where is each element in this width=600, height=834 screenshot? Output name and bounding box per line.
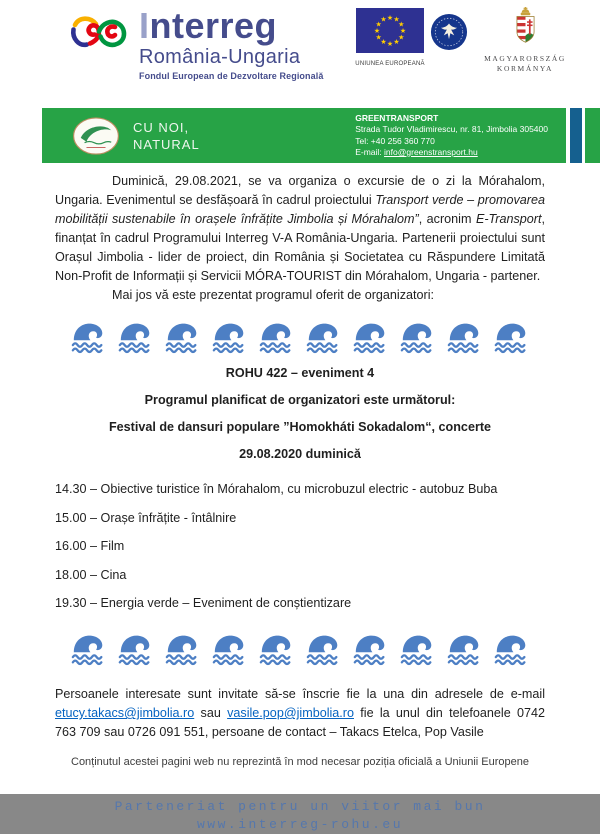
- eu-flag-block: [354, 8, 426, 67]
- intro-seg-1: Duminică, 29.08.2021, se va organiza o excursie de o zi la Mórahalom, Ungaria. Evenimentul se desfășoară în cadrul proiectului: [55, 174, 545, 207]
- greentransport-logo-icon: [72, 116, 120, 156]
- interreg-text: [139, 6, 323, 81]
- interreg-logo: [66, 6, 323, 81]
- svg-text:★: ★: [398, 33, 405, 42]
- schedule-item-3: 16.00 – Film: [55, 539, 125, 553]
- ocean-wave-icon: [493, 632, 531, 665]
- hungary-coat-of-arms-icon: [512, 7, 539, 47]
- contact-seg-3: fie la unul din telefoanele 0742 763 709 sau 0726 091 551, persoane de contact – Takacs Etelca, Pop Vasile: [55, 706, 545, 739]
- email-label: E-mail:: [355, 147, 382, 157]
- ocean-wave-icon: [117, 320, 155, 353]
- intro-seg-2: , acronim: [418, 212, 476, 226]
- ocean-wave-icon: [70, 632, 108, 665]
- interreg-first-letter: I: [139, 5, 150, 46]
- eu-label: UNIUNEA EUROPEANĂ: [355, 61, 425, 67]
- interreg-infinity-icon: [66, 10, 130, 56]
- interreg-rest: nterreg: [149, 5, 278, 46]
- eu-disclaimer: Conținutul acestei pagini web nu reprezintă în mod necesar poziția oficială a Uniunii Europene: [71, 756, 529, 768]
- schedule-list: [55, 482, 545, 610]
- hu-label-line1: MAGYARORSZÁG: [484, 54, 566, 63]
- svg-text:★: ★: [393, 15, 400, 24]
- eu-flag-icon: [356, 8, 424, 53]
- banner-green-bar: [585, 108, 600, 163]
- footer-slogan: Parteneriat pentru un viitor mai bun: [114, 799, 486, 814]
- svg-text:★: ★: [380, 38, 387, 47]
- ocean-wave-icon: [70, 320, 108, 353]
- program-name: România-Ungaria: [139, 46, 301, 68]
- email-link-vasile-pop[interactable]: vasile.pop@jimbolia.ro: [227, 706, 354, 720]
- ocean-wave-icon: [211, 320, 249, 353]
- fund-name: Fondul European de Dezvoltare Regională: [139, 71, 324, 81]
- ocean-wave-icon: [258, 320, 296, 353]
- intro-seg-3: , finanțat în cadrul Programului Interreg V-A România-Ungaria. Partenerii proiectului sunt Orașul Jimbolia - lider de proiect, din România și Societatea cu Răspundere Limitată Non-Profit de Informații și Servicii MÓRA-TOURIST din Mórahalom, Ungaria - partener.: [55, 212, 545, 283]
- schedule-item-4: 18.00 – Cina: [55, 567, 127, 582]
- footer: [55, 798, 545, 834]
- svg-text:★: ★: [380, 15, 387, 24]
- hungarian-government-block: [474, 7, 576, 74]
- email-link-etucy-takacs[interactable]: etucy.takacs@jimbolia.ro: [55, 706, 195, 720]
- ocean-wave-icon: [352, 632, 390, 665]
- svg-text:★: ★: [386, 39, 394, 48]
- hu-government-label: [474, 54, 576, 74]
- org-address: Strada Tudor Vladimirescu, nr. 81, Jimbolia 305400: [355, 124, 548, 134]
- intro-paragraph: [55, 172, 545, 286]
- contact-seg-1: Persoanele interesate sunt invitate să-se înscrie fie la una din adresele de e-mail: [55, 687, 545, 701]
- banner-contact-block: [355, 113, 548, 159]
- ocean-wave-icon: [399, 320, 437, 353]
- banner-blue-bar: [570, 108, 582, 163]
- schedule-item-1: 14.30 – Obiective turistice în Mórahalom, cu microbuzul electric - autobuz Buba: [55, 482, 498, 496]
- contact-paragraph: [55, 685, 545, 742]
- ocean-wave-icon: [305, 632, 343, 665]
- ocean-wave-icon: [164, 632, 202, 665]
- wave-divider-top: [55, 320, 545, 353]
- ocean-wave-icon: [258, 632, 296, 665]
- ocean-wave-icon: [399, 632, 437, 665]
- footer-url[interactable]: www.interreg-rohu.eu: [196, 817, 404, 832]
- org-phone: Tel: +40 256 360 770: [355, 135, 435, 146]
- program-heading: Programul planificat de organizatori este următorul:: [144, 393, 456, 407]
- ocean-wave-icon: [446, 320, 484, 353]
- project-title-italic: Transport verde – promovarea mobilității sustenabile în orașele înfrățite Jimbolia și Mórahalom”: [55, 193, 545, 226]
- org-email-line: [355, 147, 548, 159]
- svg-text:★: ★: [375, 33, 382, 42]
- ocean-wave-icon: [117, 632, 155, 665]
- svg-text:★: ★: [373, 26, 381, 35]
- tagline-line2: NATURAL: [133, 136, 200, 152]
- interreg-wordmark: [139, 6, 323, 46]
- project-acronym-italic: E-Transport: [475, 212, 542, 226]
- program-intro-line: Mai jos vă este prezentat programul oferit de organizatori:: [112, 288, 435, 302]
- contact-seg-2: sau: [194, 706, 228, 720]
- greentransport-banner: [42, 108, 600, 163]
- banner-tagline: [133, 119, 200, 153]
- event-number-heading: ROHU 422 – eveniment 4: [225, 366, 375, 380]
- svg-text:★: ★: [398, 20, 405, 29]
- wave-divider-bottom: [55, 632, 545, 665]
- hu-label-line2: KORMÁNYA: [496, 64, 554, 73]
- ocean-wave-icon: [211, 632, 249, 665]
- org-email-link[interactable]: info@greenstransport.hu: [384, 147, 478, 157]
- svg-text:★: ★: [399, 26, 407, 35]
- svg-text:★: ★: [375, 20, 382, 29]
- ocean-wave-icon: [305, 320, 343, 353]
- svg-text:★: ★: [386, 14, 394, 22]
- org-name: GREENTRANSPORT: [355, 112, 439, 123]
- date-heading: 29.08.2020 duminică: [239, 447, 361, 461]
- schedule-item-5: 19.30 – Energia verde – Eveniment de conștientizare: [55, 596, 352, 610]
- ocean-wave-icon: [164, 320, 202, 353]
- schedule-item-2: 15.00 – Orașe înfrățite - întâlnire: [55, 510, 237, 525]
- banner-main: [42, 108, 566, 163]
- header: [0, 0, 600, 101]
- festival-heading: Festival de dansuri populare ”Homokháti Sokadalom“, concerte: [108, 420, 492, 434]
- ocean-wave-icon: [446, 632, 484, 665]
- romanian-government-seal-icon: [430, 13, 468, 51]
- document-body: [0, 163, 600, 834]
- ocean-wave-icon: [352, 320, 390, 353]
- ocean-wave-icon: [493, 320, 531, 353]
- tagline-line1: CU NOI,: [133, 119, 190, 135]
- svg-text:★: ★: [393, 38, 400, 47]
